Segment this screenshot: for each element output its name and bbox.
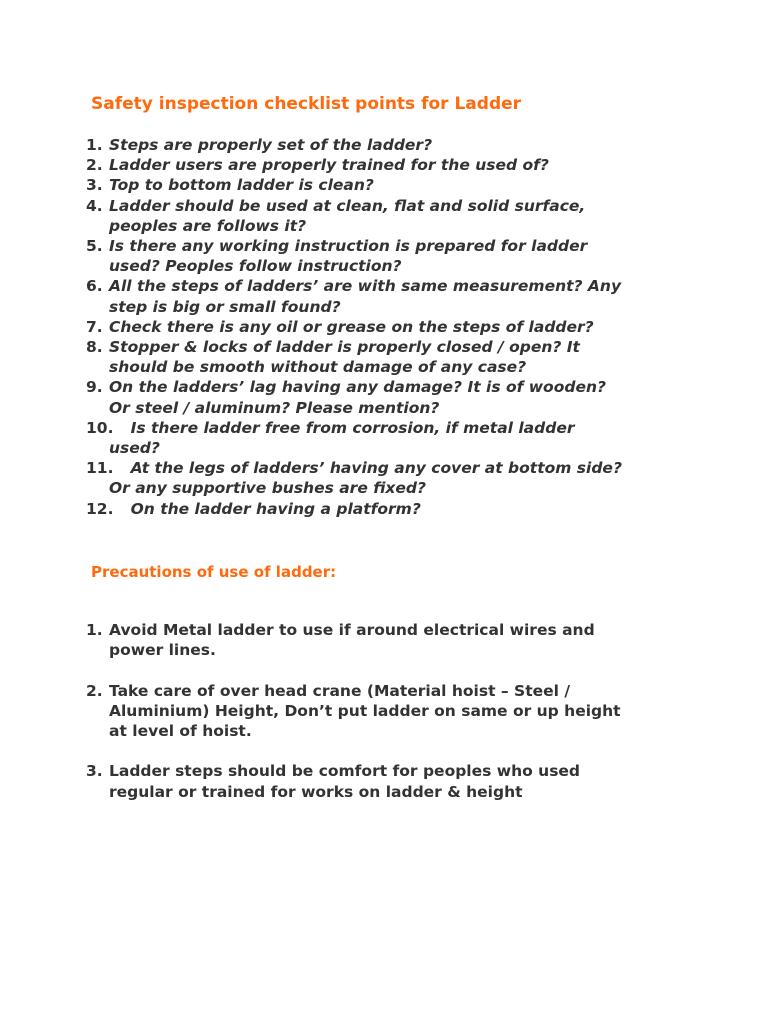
list-item-text-line: Is there ladder free from corrosion, if metal ladder [109,418,575,437]
list-item-text-line: Stopper & locks of ladder is properly closed / open? It [109,338,580,357]
list-item-text-line: Avoid Metal ladder to use if around electrical wires and [109,621,595,639]
checklist-item [0,499,622,519]
list-item-number: 1. [86,621,103,639]
list-item-number: 12. [86,499,114,518]
precautions-heading: Precautions of use of ladder: [91,563,337,581]
list-item-text-line: Aluminium) Height, Don’t put ladder on same or up height [109,701,621,720]
list-item-text-line: Is there any working instruction is prepared for ladder [109,237,588,256]
list-item-text-line: peoples are follows it? [109,216,307,235]
list-item-text-line: Check there is any oil or grease on the steps of ladder? [109,317,594,336]
list-item-text-line: Or any supportive bushes are fixed? [109,479,427,498]
checklist-item [0,337,622,377]
list-item-number: 9. [86,378,103,397]
list-item-number: 10. [86,418,114,437]
checklist-item [0,236,622,276]
checklist-item [0,377,622,417]
list-item-text-line: regular or trained for works on ladder & height [109,782,523,801]
list-item-text-line: All the steps of ladders’ are with same measurement? Any [109,277,622,296]
checklist-item [0,196,622,236]
list-item-text-line: Ladder steps should be comfort for peoples who used [109,762,581,781]
list-item-text-line: At the legs of ladders’ having any cover at bottom side? [109,459,622,478]
list-item-text-line: should be smooth without damage of any case? [109,358,527,377]
precaution-item [0,620,621,660]
checklist-item [0,135,622,155]
inspection-checklist [0,135,622,519]
list-item-number: 3. [86,762,103,781]
list-item-number: 5. [86,237,103,256]
list-item-text-line: Ladder users are properly trained for the used of? [109,156,549,175]
precautions-list [0,620,621,822]
list-item-number: 4. [86,196,103,215]
list-item-text-line: On the ladder having a platform? [109,499,421,518]
precaution-item [0,761,621,801]
checklist-item [0,276,622,316]
page-title: Safety inspection checklist points for Ladder [91,94,522,114]
precaution-item [0,681,621,742]
list-item-number: 11. [86,459,114,478]
list-item-text-line: power lines. [109,641,216,660]
list-item-text-line: On the ladders’ lag having any damage? It is of wooden? [109,378,606,397]
list-item-text-line: Top to bottom ladder is clean? [109,176,374,195]
checklist-item [0,418,622,458]
list-item-number: 2. [86,681,103,700]
checklist-item [0,155,622,175]
list-item-number: 7. [86,317,103,336]
list-item-text-line: Ladder should be used at clean, flat and solid surface, [109,196,586,215]
checklist-item [0,317,622,337]
list-item-text-line: Steps are properly set of the ladder? [109,136,433,154]
list-item-text-line: Take care of over head crane (Material hoist – Steel / [109,681,571,700]
list-item-number: 6. [86,277,103,296]
list-item-number: 3. [86,176,103,195]
list-item-number: 1. [86,136,103,154]
checklist-item [0,458,622,498]
list-item-number: 2. [86,156,103,175]
list-item-text-line: used? Peoples follow instruction? [109,257,402,276]
list-item-text-line: at level of hoist. [109,722,252,740]
list-item-text-line: Or steel / aluminum? Please mention? [109,398,440,417]
list-item-number: 8. [86,338,103,357]
list-item-text-line: step is big or small found? [109,297,341,316]
list-item-text-line: used? [109,439,160,458]
checklist-item [0,175,622,195]
